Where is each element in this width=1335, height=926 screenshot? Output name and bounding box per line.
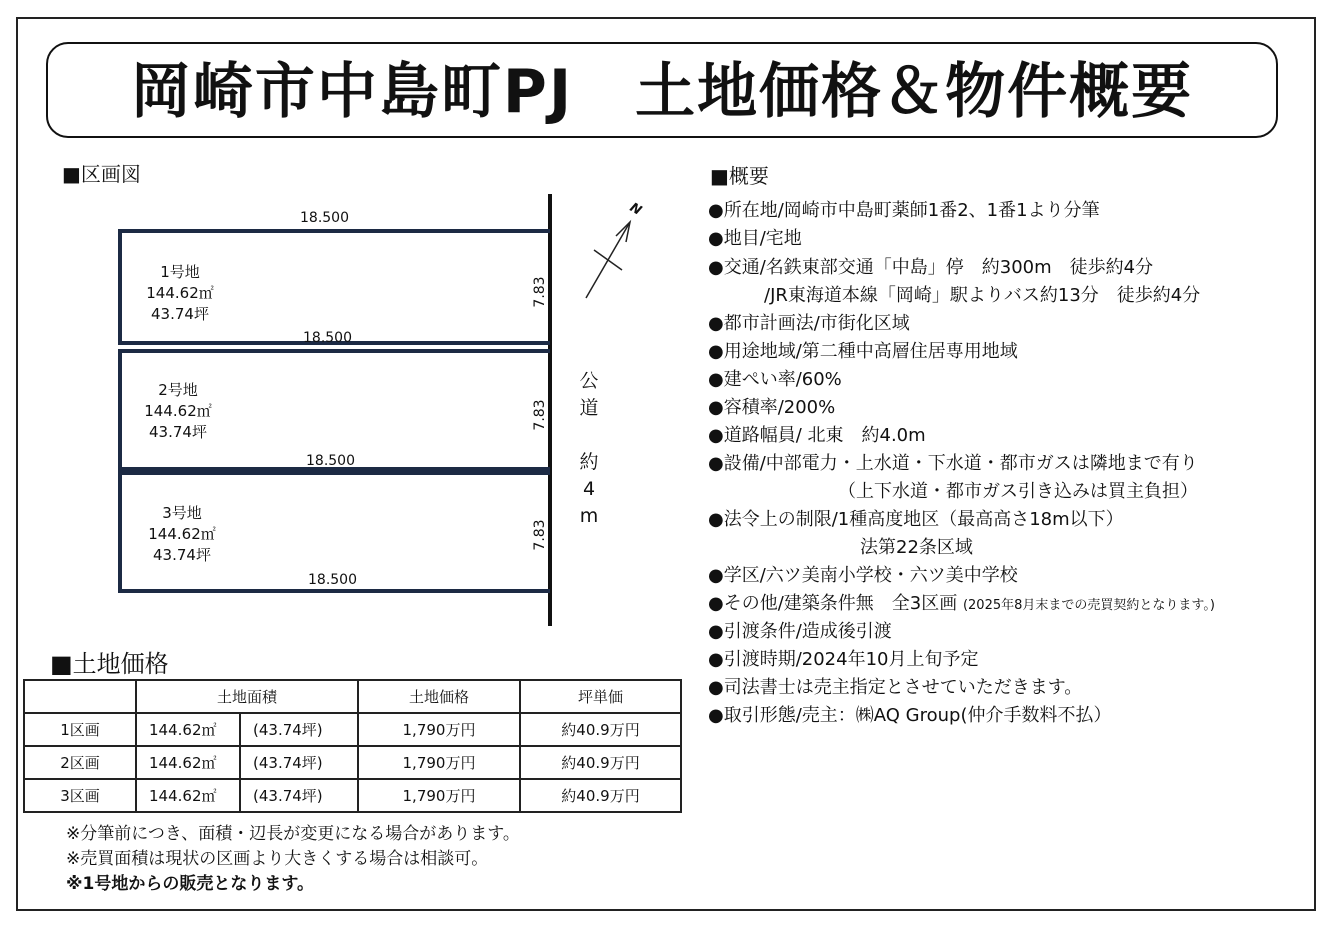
plot-heading: ■区画図 (62, 162, 141, 186)
road-char: 約 (579, 451, 599, 473)
overview-item: 法第22条区域 (860, 537, 973, 558)
lot-3-label (142, 503, 222, 566)
width-label: 18.500 (300, 210, 349, 226)
table-header (24, 680, 136, 713)
row-price: 1,790万円 (358, 746, 520, 779)
overview-item: ●道路幅員/ 北東 約4.0m (708, 425, 926, 446)
row-price: 1,790万円 (358, 779, 520, 812)
overview-subnote: (2025年8月末までの売買契約となります。) (962, 598, 1215, 613)
overview-item: ●都市計画法/市街化区域 (708, 313, 910, 334)
width-label: 18.500 (303, 330, 352, 346)
overview-item: ●地目/宅地 (708, 228, 802, 249)
lot-name: 2号地 (158, 381, 198, 399)
row-name: 2区画 (24, 746, 136, 779)
width-label: 18.500 (306, 453, 355, 469)
row-name: 1区画 (24, 713, 136, 746)
overview-item: ●容積率/200% (708, 397, 836, 418)
note: ※1号地からの販売となります。 (66, 874, 314, 894)
lot-diagram (0, 0, 644, 640)
overview-item: /JR東海道本線「岡崎」駅よりバス約13分 徒歩約4分 (764, 285, 1201, 306)
overview-heading: ■概要 (710, 164, 769, 188)
table-row (24, 746, 681, 779)
table-header: 坪単価 (520, 680, 681, 713)
lot-area: 144.62㎡ (148, 525, 216, 543)
overview-text: ●その他/建築条件無 全3区画 (708, 593, 958, 614)
lot-area: 144.62㎡ (144, 402, 212, 420)
lot-tsubo: 43.74坪 (149, 423, 207, 441)
depth-label: 7.83 (532, 519, 548, 551)
table-header: 土地面積 (136, 680, 358, 713)
row-area: 144.62㎡ (136, 779, 240, 812)
overview-item: ●建ぺい率/60% (708, 369, 842, 390)
overview-item: ●用途地域/第二種中高層住居専用地域 (708, 341, 1018, 362)
row-unit-price: 約40.9万円 (520, 779, 681, 812)
overview-item: ●設備/中部電力・上水道・下水道・都市ガスは隣地まで有り (708, 453, 1198, 474)
road-char: 4 (582, 478, 596, 500)
table-row (24, 779, 681, 812)
lot-1-label (140, 262, 220, 325)
price-table (23, 679, 682, 813)
overview-item: ●引渡時期/2024年10月上旬予定 (708, 649, 979, 670)
lot-tsubo: 43.74坪 (153, 546, 211, 564)
page-title: 岡崎市中島町PJ 土地価格＆物件概要 (130, 57, 1194, 127)
road-label (578, 368, 600, 530)
width-label: 18.500 (308, 572, 357, 588)
row-tsubo: (43.74坪) (240, 746, 358, 779)
overview-item: ●引渡条件/造成後引渡 (708, 621, 892, 642)
row-tsubo: (43.74坪) (240, 779, 358, 812)
overview-item: （上下水道・都市ガス引き込みは買主負担） (838, 481, 1198, 502)
lot-name: 3号地 (162, 504, 202, 522)
overview-item: ●交通/名鉄東部交通「中島」停 約300m 徒歩約4分 (708, 257, 1154, 278)
depth-label: 7.83 (532, 399, 548, 431)
row-tsubo: (43.74坪) (240, 713, 358, 746)
row-price: 1,790万円 (358, 713, 520, 746)
overview-item: ●司法書士は売主指定とさせていただきます。 (708, 677, 1083, 698)
overview-item: ●学区/六ツ美南小学校・六ツ美中学校 (708, 565, 1018, 586)
table-header-row (24, 680, 681, 713)
road-char: 道 (579, 397, 599, 419)
row-unit-price: 約40.9万円 (520, 746, 681, 779)
table-row (24, 713, 681, 746)
note: ※分筆前につき、面積・辺長が変更になる場合があります。 (66, 824, 520, 844)
north-label: N (626, 200, 644, 219)
overview-item: ●法令上の制限/1種高度地区（最高高さ18m以下） (708, 509, 1124, 530)
overview-item: ●所在地/岡崎市中島町薬師1番2、1番1より分筆 (708, 200, 1100, 221)
table-header: 土地価格 (358, 680, 520, 713)
note: ※売買面積は現状の区画より大きくする場合は相談可。 (66, 849, 489, 869)
lot-area: 144.62㎡ (146, 284, 214, 302)
depth-label: 7.83 (532, 276, 548, 308)
lot-tsubo: 43.74坪 (151, 305, 209, 323)
lot-name: 1号地 (160, 263, 200, 281)
row-area: 144.62㎡ (136, 713, 240, 746)
row-name: 3区画 (24, 779, 136, 812)
north-arrow-icon (576, 198, 646, 302)
road-char: m (579, 505, 599, 527)
row-area: 144.62㎡ (136, 746, 240, 779)
lot-2-label (138, 380, 218, 443)
road-char (578, 422, 600, 449)
row-unit-price: 約40.9万円 (520, 713, 681, 746)
price-heading: ■土地価格 (50, 650, 169, 678)
overview-item (708, 589, 1215, 615)
overview-item: ●取引形態/売主：㈱AQ Group(仲介手数料不払） (708, 705, 1112, 726)
price-notes (66, 822, 520, 897)
road-char: 公 (579, 370, 599, 392)
